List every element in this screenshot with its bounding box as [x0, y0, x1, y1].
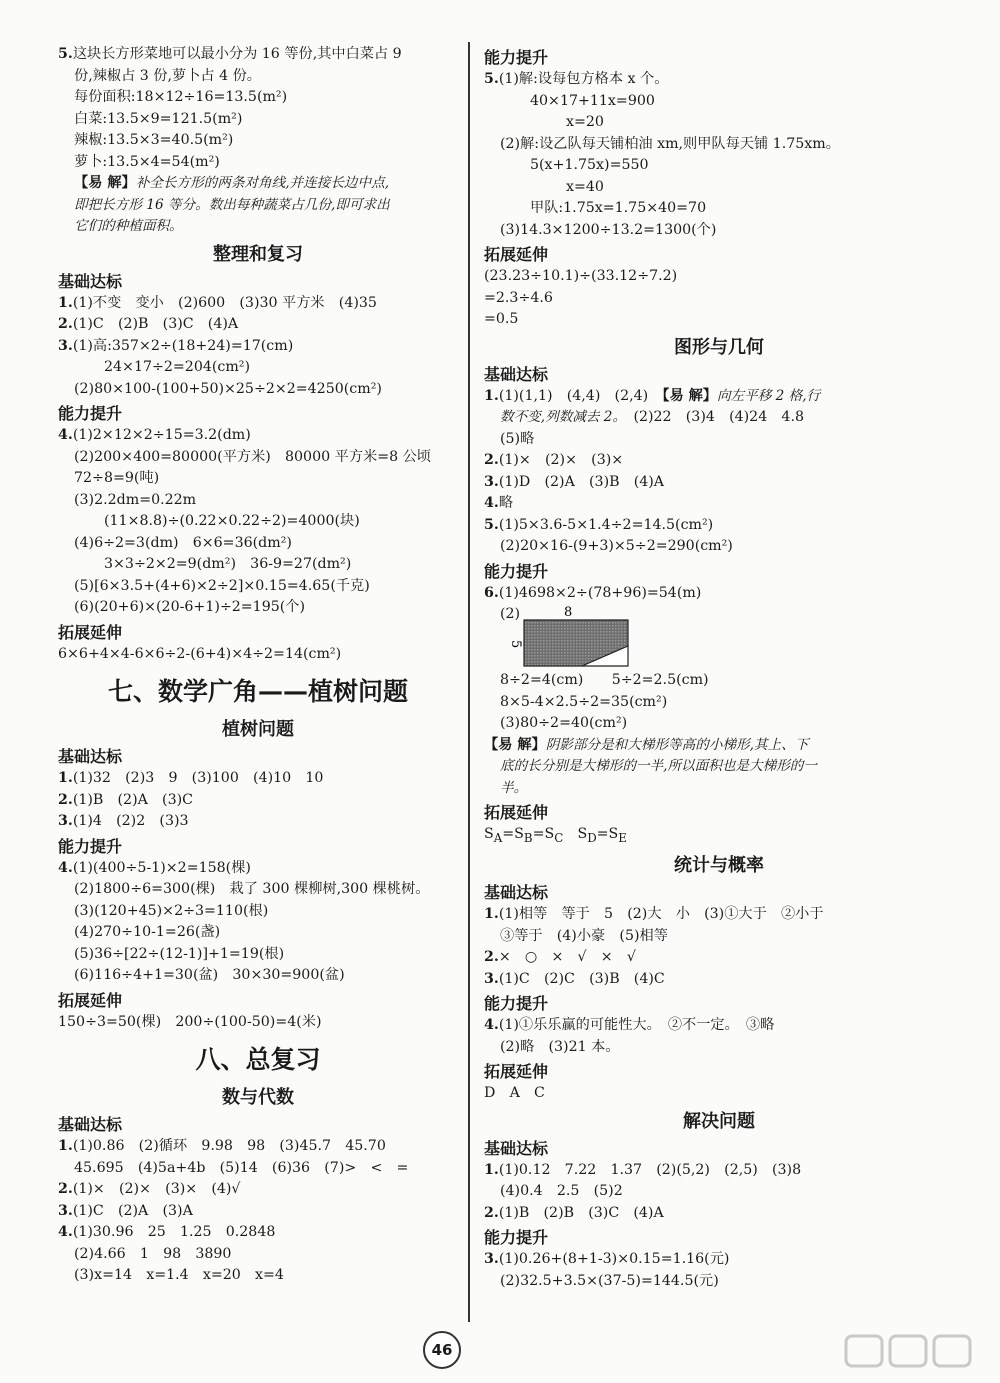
subsection-title: 能力提升 [484, 561, 549, 581]
answer-line: 4.(1)①乐乐赢的可能性大。 ②不一定。 ③略 [484, 1017, 775, 1034]
answer-line: 5.这块长方形菜地可以最小分为 16 等份,其中白菜占 9 [58, 46, 402, 62]
answer-line: (3)(120+45)×2÷3=110(根) [74, 902, 269, 919]
answer-line: x=40 [566, 178, 604, 195]
answer-line: 甲队:1.75x=1.75×40=70 [530, 200, 707, 216]
answer-line: 1.(1)32 (2)3 9 (3)100 (4)10 10 [58, 770, 324, 786]
answer-line: 3.(1)4 (2)2 (3)3 [58, 813, 189, 829]
section-title: 数与代数 [222, 1087, 294, 1108]
answer-line: (3)80÷2=40(cm²) [500, 715, 628, 731]
answer-line: 即把长方形 16 等分。数出每种蔬菜占几份,即可求出 [74, 196, 390, 213]
answer-line: 4.(1)2×12×2÷15=3.2(dm) [58, 427, 251, 443]
answer-line: 4.略 [484, 495, 514, 511]
trapezoid-figure [484, 604, 954, 670]
answer-line: (6)(20+6)×(20-6+1)÷2=195(个) [74, 599, 306, 615]
subsection-title: 拓展延伸 [484, 1062, 549, 1082]
answer-line: x=20 [566, 114, 604, 130]
answer-line: 3.(1)高:357×2÷(18+24)=17(cm) [58, 337, 294, 354]
section-title: 图形与几何 [674, 336, 764, 358]
answer-line: 辣椒:13.5×3=40.5(m²) [74, 132, 234, 148]
answer-line: 4.(1)30.96 25 1.25 0.2848 [58, 1224, 276, 1240]
subsection-title: 基础达标 [58, 747, 123, 766]
answer-line: 2.(1)× (2)× (3)× (4)√ [58, 1181, 241, 1197]
answer-line: (11×8.8)÷(0.22×0.22÷2)=4000(块) [104, 513, 360, 529]
answer-line: 8×5-4×2.5÷2=35(cm²) [500, 693, 668, 710]
answer-line: 6.(1)4698×2÷(78+96)=54(m) [484, 584, 702, 601]
subsection-title: 拓展延伸 [484, 245, 549, 264]
answer-line: (2)4.66 1 98 3890 [74, 1245, 232, 1262]
answer-line: 4.(1)(400÷5-1)×2=158(棵) [58, 859, 251, 876]
subsection-title: 拓展延伸 [58, 990, 123, 1010]
subsection-title: 拓展延伸 [484, 803, 549, 822]
answer-line: 3.(1)C (2)C (3)B (4)C [484, 970, 665, 987]
subsection-title: 能力提升 [484, 994, 549, 1014]
answer-line: (4)6÷2=3(dm) 6×6=36(dm²) [74, 534, 292, 551]
answer-line: 数不变,列数减去 2。 (2)22 (3)4 (4)24 4.8 [500, 409, 804, 425]
chapter-title: 八、总复习 [195, 1045, 321, 1074]
answer-line: 45.695 (4)5a+4b (5)14 (6)36 (7)> < = [74, 1159, 409, 1176]
answer-line: 24×17÷2=204(cm²) [104, 359, 251, 375]
answer-line: 【易 解】阴影部分是和大梯形等高的小梯形,其上、下 [484, 736, 809, 753]
answer-line: (4)0.4 2.5 (5)2 [500, 1183, 623, 1200]
answer-line: (23.23÷10.1)÷(33.12÷7.2) [484, 268, 678, 284]
answer-line: (2)解:设乙队每天铺柏油 xm,则甲队每天铺 1.75xm。 [500, 135, 840, 152]
answer-line: 1.(1)0.12 7.22 1.37 (2)(5,2) (2,5) (3)8 [484, 1161, 802, 1178]
answer-line: (5)略 [500, 430, 535, 447]
answer-line: 半。 [500, 779, 528, 796]
column-divider [468, 42, 470, 1322]
left-column [58, 44, 458, 1287]
subsection-title: 能力提升 [58, 836, 123, 856]
answer-line: =2.3÷4.6 [484, 289, 553, 306]
answer-line: (4)270÷10-1=26(盏) [74, 924, 221, 940]
shaded-trapezoid-diagram [510, 604, 630, 670]
subsection-title: 拓展延伸 [58, 622, 123, 642]
subsection-title: 基础达标 [484, 364, 549, 384]
answer-line: 3.(1)C (2)A (3)A [58, 1202, 193, 1219]
subsection-title: 能力提升 [58, 404, 123, 423]
answer-line: 1.(1)不变 变小 (2)600 (3)30 平方米 (4)35 [58, 294, 377, 311]
answer-line: 3×3÷2×2=9(dm²) 36-9=27(dm²) [104, 556, 352, 572]
subsection-title: 基础达标 [58, 1115, 123, 1134]
watermark-logo [840, 1328, 990, 1376]
answer-line: (2)略 (3)21 本。 [500, 1038, 620, 1055]
section-title: 解决问题 [683, 1110, 755, 1132]
answer-line: 72÷8=9(吨) [74, 470, 160, 486]
subsection-title: 能力提升 [484, 48, 549, 67]
answer-line: 萝卜:13.5×4=54(m²) [74, 153, 220, 170]
page-number: 46 [423, 1331, 461, 1369]
answer-line: 2.× ○ × √ × √ [484, 949, 636, 966]
side-length-label: 5 [508, 640, 523, 649]
answer-line: 它们的种植面积。 [74, 218, 183, 234]
right-column [484, 44, 954, 1292]
answer-line: 5.(1)5×3.6-5×1.4÷2=14.5(cm²) [484, 516, 714, 533]
answer-line: 1.(1)相等 等于 5 (2)大 小 (3)①大于 ②小于 [484, 906, 824, 923]
answer-line: 2.(1)C (2)B (3)C (4)A [58, 316, 239, 332]
answer-line: 1.(1)(1,1) (4,4) (2,4) 【易 解】向左平移 2 格,行 [484, 387, 821, 404]
answer-line: D A C [484, 1085, 545, 1102]
section-title: 植树问题 [222, 719, 294, 740]
subsection-title: 基础达标 [484, 883, 549, 903]
answer-line: 6×6+4×4-6×6÷2-(6+4)×4÷2=14(cm²) [58, 645, 342, 662]
answer-line: (5)[6×3.5+(4+6)×2÷2]×0.15=4.65(千克) [74, 577, 370, 594]
answer-line: (2)20×16-(9+3)×5÷2=290(cm²) [500, 538, 733, 554]
answer-line: 【易 解】补全长方形的两条对角线,并连接长边中点, [74, 175, 390, 191]
figure-label: (2) [500, 606, 521, 622]
answer-line: (2)80×100-(100+50)×25÷2×2=4250(cm²) [74, 380, 382, 397]
answer-line: 150÷3=50(棵) 200÷(100-50)=4(米) [58, 1013, 322, 1030]
answer-line: (3)14.3×1200÷13.2=1300(个) [500, 221, 717, 238]
answer-line: 5(x+1.75x)=550 [530, 157, 649, 173]
subsection-title: 能力提升 [484, 1228, 549, 1248]
answer-line: 份,辣椒占 3 份,萝卜占 4 份。 [74, 67, 261, 84]
answer-line: (2)200×400=80000(平方米) 80000 平方米=8 公顷 [74, 448, 431, 465]
subsection-title: 基础达标 [58, 271, 123, 291]
answer-line: 3.(1)0.26+(8+1-3)×0.15=1.16(元) [484, 1251, 730, 1268]
answer-line: 5.(1)解:设每包方格本 x 个。 [484, 71, 669, 87]
answer-line: 底的长分别是大梯形的一半,所以面积也是大梯形的一 [500, 758, 817, 774]
answer-line: 3.(1)D (2)A (3)B (4)A [484, 473, 665, 490]
answer-line: (2)32.5+3.5×(37-5)=144.5(元) [500, 1272, 719, 1289]
answer-line: (6)116÷4+1=30(盆) 30×30=900(盆) [74, 967, 345, 983]
section-title: 整理和复习 [213, 243, 303, 265]
answer-line: 2.(1)B (2)A (3)C [58, 791, 194, 808]
answer-line: 2.(1)B (2)B (3)C (4)A [484, 1204, 664, 1221]
answer-line: 2.(1)× (2)× (3)× [484, 452, 624, 468]
answer-line: 每份面积:18×12÷16=13.5(m²) [74, 89, 288, 105]
answer-line: =0.5 [484, 311, 519, 327]
answer-line: $S_A=S_B=S_C$ $S_D=S_E$ [484, 826, 627, 845]
section-title: 统计与概率 [674, 855, 764, 877]
answer-line: (3)2.2dm=0.22m [74, 491, 197, 508]
chapter-title: 七、数学广角——植树问题 [107, 677, 408, 706]
answer-line: (3)x=14 x=1.4 x=20 x=4 [74, 1267, 284, 1283]
answer-line: 白菜:13.5×9=121.5(m²) [74, 110, 243, 127]
answer-line: 8÷2=4(cm) 5÷2=2.5(cm) [500, 672, 709, 688]
answer-line: 1.(1)0.86 (2)循环 9.98 98 (3)45.7 45.70 [58, 1138, 386, 1154]
subsection-title: 基础达标 [484, 1138, 549, 1158]
answer-line: 40×17+11x=900 [530, 92, 655, 109]
answer-line: ③等于 (4)小豪 (5)相等 [500, 927, 668, 944]
top-length-label: 8 [564, 605, 573, 620]
answer-line: (5)36÷[22÷(12-1)]+1=19(根) [74, 945, 285, 962]
answer-line: (2)1800÷6=300(棵) 栽了 300 棵柳树,300 棵桃树。 [74, 881, 430, 897]
